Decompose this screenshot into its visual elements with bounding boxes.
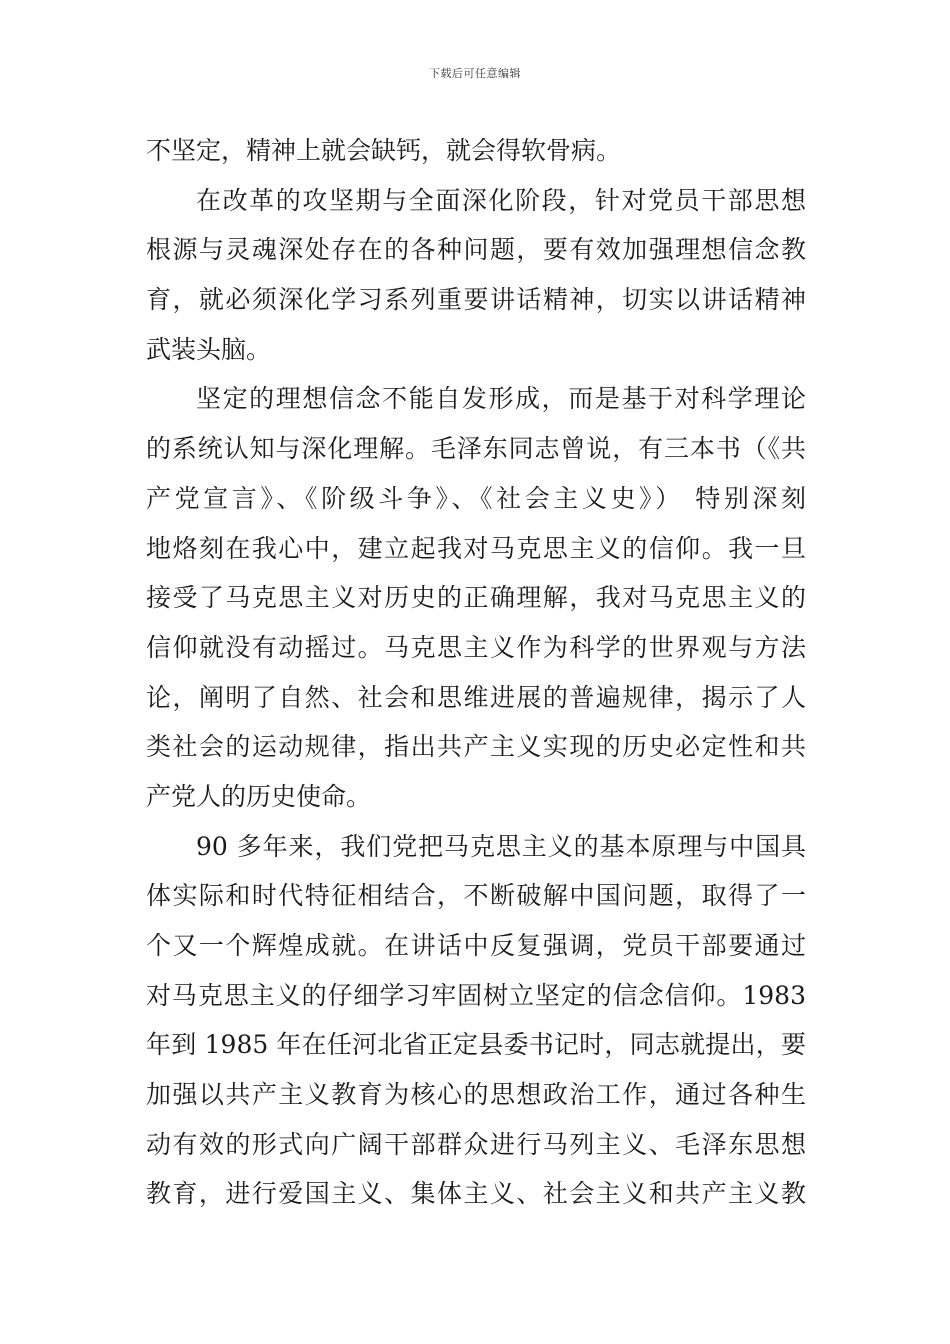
text-line: 年到 1985 年在任河北省正定县委书记时，同志就提出，要: [146, 1030, 806, 1060]
text-line: 体实际和时代特征相结合，不断破解中国问题，取得了一: [146, 881, 806, 911]
text-line: 加强以共产主义教育为核心的思想政治工作，通过各种生: [146, 1080, 806, 1110]
text-line: 武装头脑。: [146, 334, 272, 364]
text-line: 育，就必须深化学习系列重要讲话精神，切实以讲话精神: [146, 285, 806, 315]
page-header-note: 下载后可任意编辑: [429, 67, 521, 80]
text-line: 接受了马克思主义对历史的正确理解，我对马克思主义的: [146, 583, 806, 613]
text-line: 产党人的历史使命。: [146, 781, 372, 811]
body-text: [146, 126, 806, 1219]
text-line: 动有效的形式向广阔干部群众进行马列主义、毛泽东思想: [146, 1129, 806, 1159]
text-line: 信仰就没有动摇过。马克思主义作为科学的世界观与方法: [146, 632, 806, 662]
text-line: 不坚定，精神上就会缺钙，就会得软骨病。: [146, 136, 622, 165]
text-line: 教育，进行爱国主义、集体主义、社会主义和共产主义教: [146, 1179, 806, 1209]
text-line: 地烙刻在我心中，建立起我对马克思主义的信仰。我一旦: [146, 533, 806, 563]
text-line: 类社会的运动规律，指出共产主义实现的历史必定性和共: [146, 732, 806, 762]
text-line: 的系统认知与深化理解。毛泽东同志曾说，有三本书（《共: [146, 434, 806, 464]
text-line: 90 多年来，我们党把马克思主义的基本原理与中国具: [196, 831, 806, 861]
text-line: 论，阐明了自然、社会和思维进展的普遍规律，揭示了人: [146, 682, 806, 712]
text-line: 根源与灵魂深处存在的各种问题，要有效加强理想信念教: [146, 235, 806, 265]
text-line: 产党宣言》、《阶级斗争》、《社会主义史》） 特别深刻: [146, 483, 806, 513]
text-line: 在改革的攻坚期与全面深化阶段，针对党员干部思想: [196, 185, 806, 215]
text-line: 个又一个辉煌成就。在讲话中反复强调，党员干部要通过: [146, 931, 806, 960]
text-line: 坚定的理想信念不能自发形成，而是基于对科学理论: [196, 384, 806, 414]
text-line: 对马克思主义的仔细学习牢固树立坚定的信念信仰。1983: [146, 980, 806, 1010]
